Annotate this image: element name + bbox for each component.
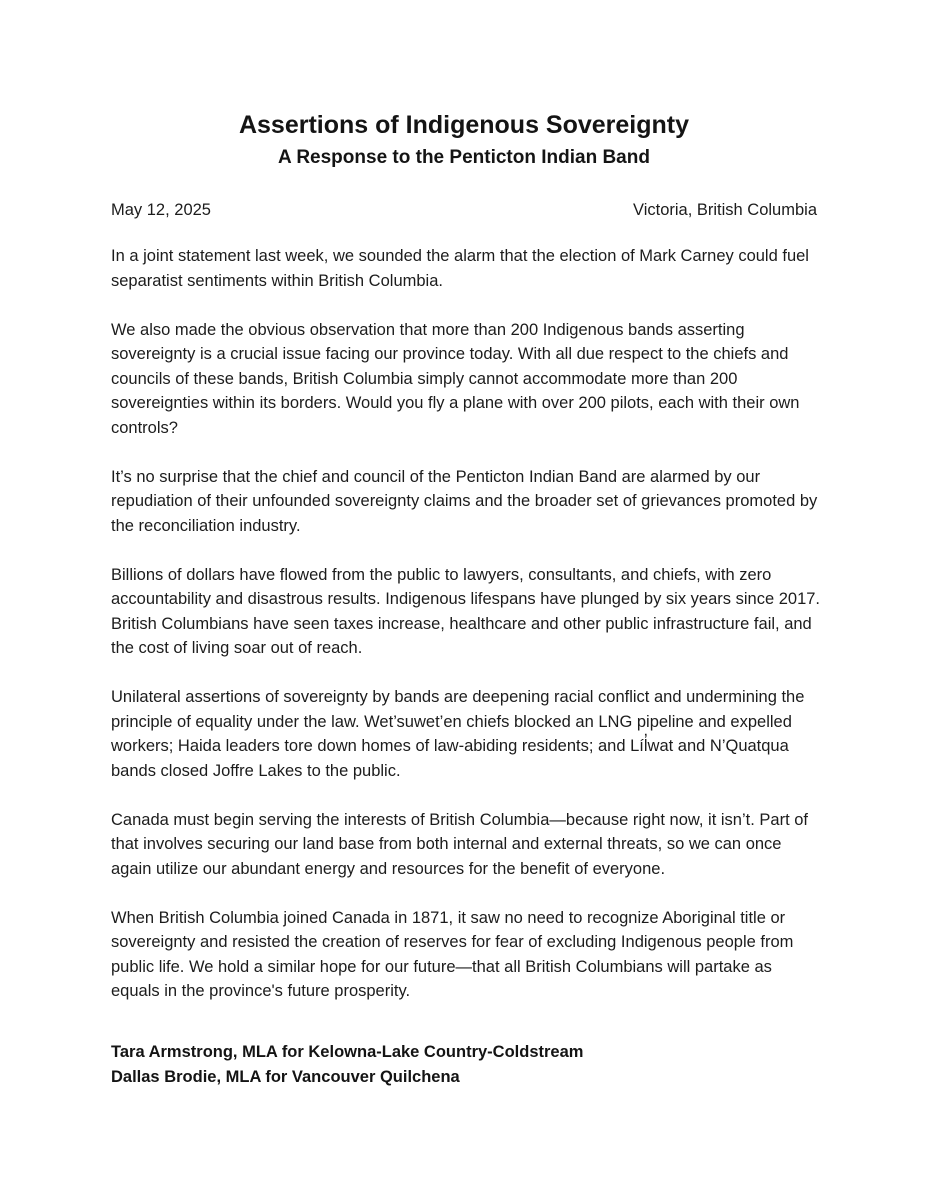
letter-date: May 12, 2025 (111, 201, 211, 219)
signatory: Tara Armstrong, MLA for Kelowna-Lake Country-Coldstream (111, 1043, 584, 1061)
paragraph: Billions of dollars have flowed from the public to lawyers, consultants, and chiefs, with zero accountability and disastrous results. Indigenous lifespans have plunged by six years since 2017. British Columbians have seen taxes increase, healthcare and other public infrastructure fail, and the cost of living soar out of reach. (111, 565, 821, 657)
dateline (111, 198, 817, 222)
document-subtitle: A Response to the Penticton Indian Band (278, 147, 650, 168)
letter-location: Victoria, British Columbia (632, 201, 817, 219)
paragraph: We also made the obvious observation that more than 200 Indigenous bands asserting sovereignty is a crucial issue facing our province today. With all due respect to the chiefs and councils of these bands, British Columbia simply cannot accommodate more than 200 sovereignties within its borders. Would you fly a plane with over 200 pilots, each with their own controls? (111, 320, 800, 437)
paragraph: Canada must begin serving the interests of British Columbia—because right now, it isn’t. Part of that involves securing our land base from both internal and external threats, so we can once again utilize our abundant energy and resources for the benefit of everyone. (111, 810, 809, 878)
paragraph: It’s no surprise that the chief and council of the Penticton Indian Band are alarmed by our repudiation of their unfounded sovereignty claims and the broader set of grievances promoted by the reconciliation industry. (111, 467, 818, 535)
paragraph: Unilateral assertions of sovereignty by bands are deepening racial conflict and undermining the principle of equality under the law. Wet’suwet’en chiefs blocked an LNG pipeline and expelled workers; Haida leaders tore down homes of law-abiding residents; and Líl̓wat and N’Quatqua bands closed Joffre Lakes to the public. (111, 688, 805, 780)
letter-body (111, 244, 823, 1028)
signatory: Dallas Brodie, MLA for Vancouver Quilchena (111, 1068, 460, 1086)
paragraph: In a joint statement last week, we sounded the alarm that the election of Mark Carney could fuel separatist sentiments within British Columbia. (111, 247, 809, 290)
paragraph: When British Columbia joined Canada in 1871, it saw no need to recognize Aboriginal title or sovereignty and resisted the creation of reserves for fear of excluding Indigenous people from public life. We hold a similar hope for our future—that all British Columbians will partake as equals in the province's future prosperity. (111, 908, 794, 1000)
document-title: Assertions of Indigenous Sovereignty (238, 111, 690, 139)
signature-block (111, 1040, 823, 1090)
